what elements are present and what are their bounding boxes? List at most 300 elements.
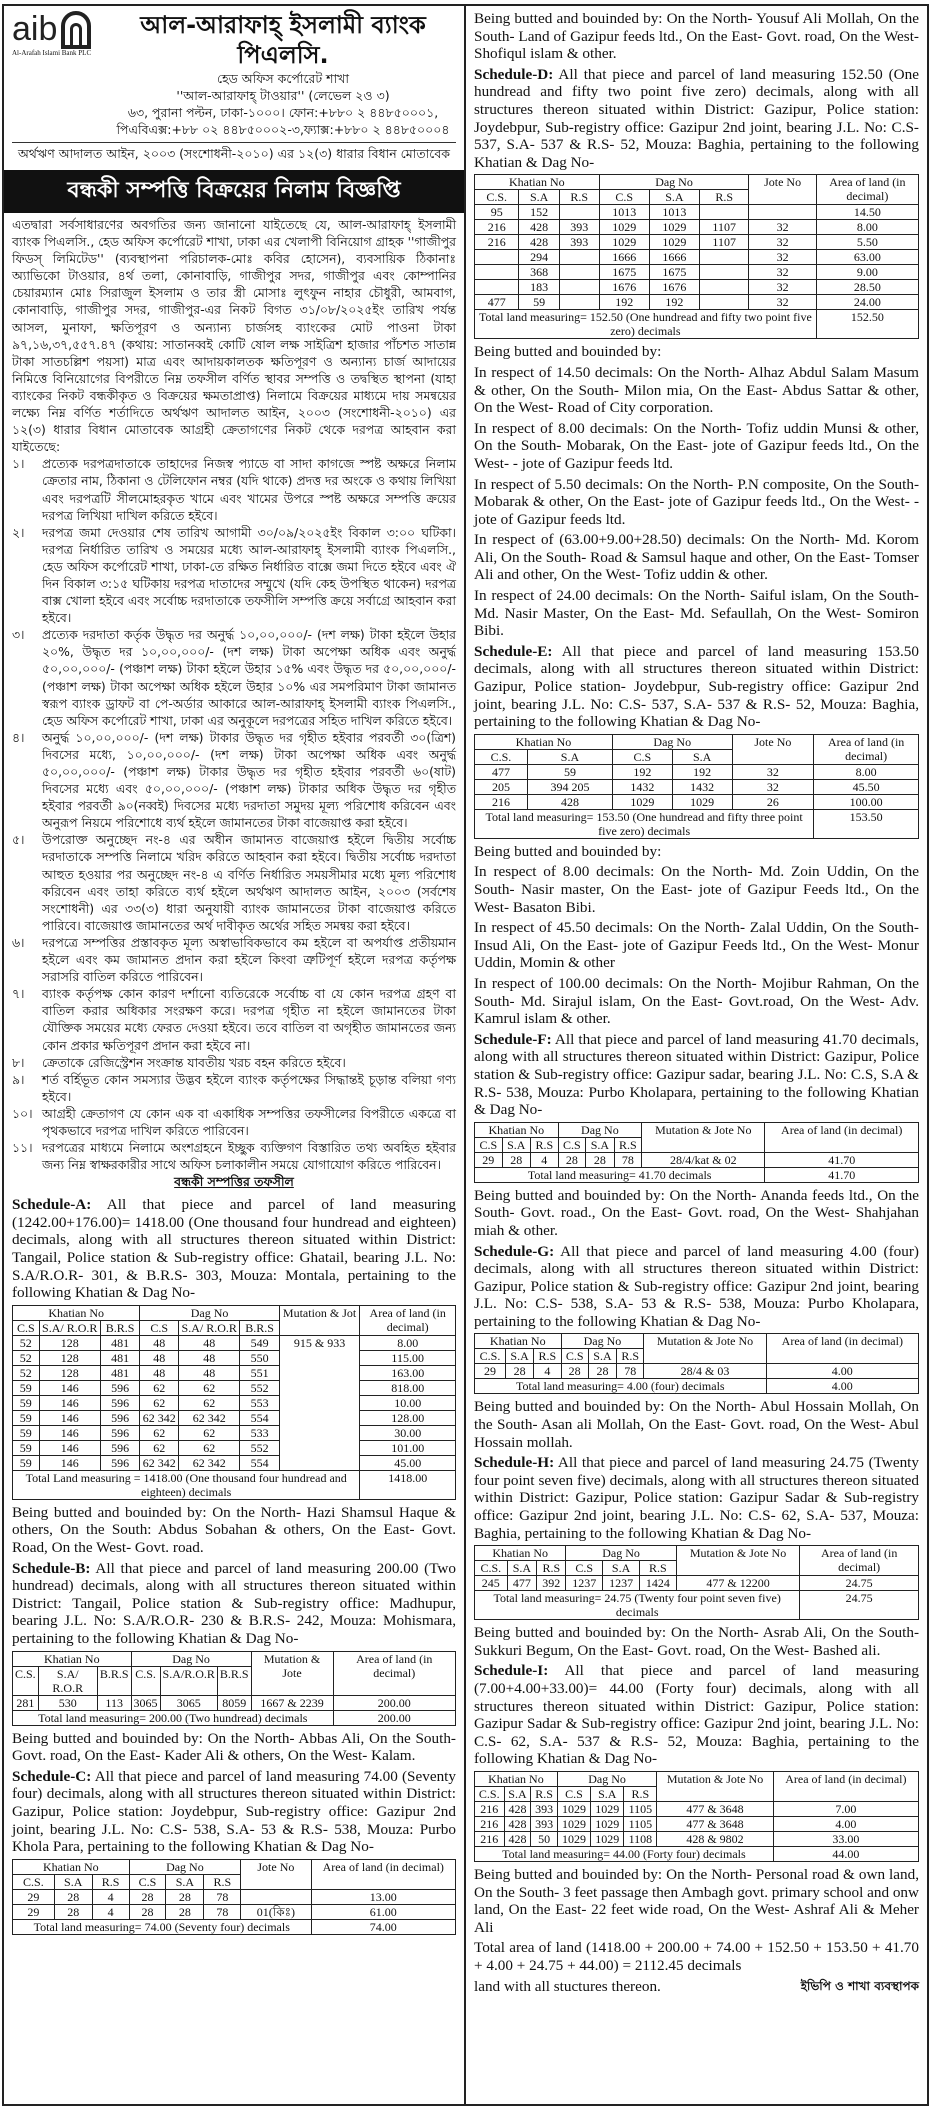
table-subheader: S.A — [603, 1561, 640, 1576]
table-subheader: S.A — [527, 749, 612, 764]
terms-list — [12, 455, 456, 1173]
table-subheader: S.A — [505, 1349, 533, 1364]
total-label: Total Land measuring = 1418.00 (One thousand four hundread and eighteen) decimals — [13, 1470, 360, 1499]
table-cell: 192 — [649, 295, 699, 310]
table-header-row — [475, 175, 919, 190]
schedule-table — [474, 1545, 919, 1620]
table-cell: 183 — [519, 280, 559, 295]
table-cell: 4 — [530, 1152, 558, 1167]
table-cell: 01(কিঃ) — [241, 1904, 311, 1919]
total-value: 200.00 — [333, 1710, 455, 1725]
table-subheader: C.S. — [475, 749, 528, 764]
term-item — [12, 985, 456, 1053]
table-header: Dag No — [558, 1122, 642, 1137]
table-row — [475, 295, 919, 310]
table-cell: 24.75 — [800, 1576, 919, 1591]
table-row — [13, 1440, 456, 1455]
table-cell: 113 — [97, 1695, 131, 1710]
schedule-description — [474, 1243, 919, 1331]
schedule-table — [12, 1859, 456, 1935]
table-header: Area of land (in decimal) — [311, 1859, 455, 1889]
table-cell: 1667 & 2239 — [251, 1695, 333, 1710]
table-cell: 95 — [475, 205, 519, 220]
table-cell: 428 — [519, 235, 559, 250]
table-cell: 26 — [732, 794, 814, 809]
table-cell: 41.70 — [765, 1152, 919, 1167]
table-cell: 9.00 — [816, 265, 918, 280]
total-value: 4.00 — [766, 1379, 918, 1394]
schedule-table — [12, 1305, 456, 1500]
total-area — [474, 1939, 919, 1974]
table-cell: 10.00 — [360, 1395, 456, 1410]
total-value: 44.00 — [773, 1846, 918, 1861]
table-header: Khatian No — [475, 1122, 559, 1137]
bank-name: আল-আরাফাহ্ ইসলামী ব্যাংক পিএলসি. — [140, 11, 426, 69]
table-header-row — [475, 1546, 919, 1561]
schedule-label: Schedule-G: — [474, 1242, 555, 1260]
schedule-description — [474, 66, 919, 172]
term-text: অনুর্দ্ধ ১০,০০,০০০/- (দশ লক্ষ) টাকার উদ্ধৃত দর গৃহীত হইবার পরবর্তী ৩০(ত্রিশ) দিবসের মধ্যে, ১০,০০,০০০/- (দশ লক্ষ) টাকা অপেক্ষা অধিক এবং অনুর্দ্ধ ৫০,০০,০০০/- (পঞ্চাশ লক্ষ) টাকার উদ্ধৃত দর গৃহীত হইবার পরবর্তী ৬০(ষাট) দিবসের মধ্যে এবং ৫০,০০,০০০/- (পঞ্চাশ লক্ষ) টাকার অধিক উদ্ধৃত দর গৃহীত হইবার পরবর্তী ৯০(নব্বই) দিবসের মধ্যে দরদাতা সমুদয় মূল্য পরিশোধ করিবেন এবং অনুরূপ নিয়মে পরিশোধে ব্যর্থ হইলে জামানতের টাকা বাজেয়াপ্ত করা হইবে। — [42, 729, 456, 831]
term-number: ৯। — [12, 1071, 25, 1087]
table-cell: 8.00 — [360, 1335, 456, 1350]
term-item — [12, 729, 456, 832]
table-subheader: C.S. — [475, 190, 519, 205]
table-subheader: R.S — [559, 190, 599, 205]
boundary-description: In respect of 8.00 decimals: On the North- Md. Zoin Uddin, On the South- Nasir master, On the East- jote of Gazipur Feeds ltd., On the West- Basaton Bibi. — [474, 863, 919, 916]
table-subheader: S.A — [507, 1561, 537, 1576]
table-cell: 1237 — [603, 1576, 640, 1591]
table-subheader: B.R.S — [240, 1320, 280, 1335]
table-cell: 62 — [179, 1395, 240, 1410]
table-row — [475, 220, 919, 235]
auction-notice — [2, 4, 929, 2106]
table-subheader: C.S — [558, 1137, 586, 1152]
table-total-row — [475, 310, 919, 339]
table-cell: 1029 — [612, 794, 672, 809]
table-cell: 59 — [13, 1395, 40, 1410]
table-header-row — [13, 1305, 456, 1320]
table-subheader: C.S — [13, 1320, 40, 1335]
table-cell: 59 — [13, 1425, 40, 1440]
boundary-description: Being butted and bouinded by: On the North- Ananda feeds ltd., On the South- Govt. road., On the East- Govt. road, On the West- Shahjahan miah & other. — [474, 1186, 919, 1239]
table-cell: 1237 — [566, 1576, 603, 1591]
table-cell: 596 — [100, 1380, 140, 1395]
table-row — [13, 1455, 456, 1470]
table-cell: 128.00 — [360, 1410, 456, 1425]
table-row — [475, 1816, 919, 1831]
schedule-text: All that piece and parcel of land measuring 4.00 (four) decimals, along with all structures thereon situated within District: Gazipur, Police station & Sub-registry office: Gazipur 2nd joint, bearing J.L. No: C.S- 538, S.A- 53 & R.S- 538, Mouza: Purbo Kholapara, pertaining to the following Khatian & Dag No- — [474, 1242, 919, 1330]
term-text: আগ্রহী ক্রেতাগণ যে কোন এক বা একাধিক সম্পত্তির তফসীলের বিপরীতে একত্রে বা পৃথকভাবে দরপত্র দাখিল করিতে পারিবেন। — [42, 1105, 456, 1138]
schedule-table — [12, 1651, 456, 1726]
table-subheader: S.A/ R.O.R — [38, 1666, 97, 1695]
table-cell: 428 — [527, 794, 612, 809]
table-row — [475, 794, 919, 809]
table-header: Dag No — [561, 1334, 644, 1349]
table-cell: 596 — [100, 1395, 140, 1410]
table-subheader: R.S — [614, 1137, 642, 1152]
table-cell: 48 — [140, 1350, 179, 1365]
table-cell: 59 — [13, 1380, 40, 1395]
table-header-row — [475, 1122, 919, 1137]
table-cell: 146 — [39, 1440, 100, 1455]
schedule-description — [12, 1196, 456, 1302]
table-cell: 394 205 — [527, 779, 612, 794]
table-cell: 163.00 — [360, 1365, 456, 1380]
table-subheader: C.S. — [475, 1786, 505, 1801]
table-cell: 216 — [475, 1831, 505, 1846]
table-cell: 101.00 — [360, 1440, 456, 1455]
term-text: ব্যাংক কর্তৃপক্ষ কোন কারণ দর্শানো ব্যতিরেকে সর্বোচ্চ বা যে কোন দরপত্র গ্রহণ বা বাতিল করার অধিকার সংরক্ষণ করে। দরপত্র গৃহীত না হইলে জামানতের টাকা যৌক্তিক সময়ের মধ্যে ফেরত দেওয়া হইবে। তবে বাতিল বা অগৃহীত জামানতের জন্য কোন প্রকার ক্ষতিপূরণ প্রদান করা হইবে না। — [42, 986, 456, 1053]
table-header: Dag No — [599, 175, 749, 190]
table-header: Mutation & Jote No — [642, 1122, 765, 1152]
table-cell: 1029 — [649, 235, 699, 250]
table-cell: 48 — [140, 1365, 179, 1380]
table-row — [475, 779, 919, 794]
table-subheader: C.S — [475, 1137, 503, 1152]
table-cell: 428 — [504, 1816, 531, 1831]
table-cell: 33.00 — [773, 1831, 918, 1846]
table-header: Area of land (in decimal) — [800, 1546, 919, 1576]
term-item — [12, 524, 456, 627]
table-cell: 553 — [240, 1395, 280, 1410]
table-cell — [475, 265, 519, 280]
total-label: Total land measuring= 44.00 (Forty four) decimals — [475, 1846, 774, 1861]
table-subheader: S.A — [502, 1137, 530, 1152]
table-cell: 29 — [475, 1152, 503, 1167]
table-cell: 1029 — [599, 235, 649, 250]
table-header: Khatian No — [475, 1334, 562, 1349]
table-header: Jote No — [749, 175, 816, 205]
boundary-description: Being butted and bouinded by: — [474, 842, 662, 860]
address: ৬৩, পুরানা পল্টন, ঢাকা-১০০০। ফোন:+৮৮০ ২ ৪৪৮৫০০০১, — [127, 105, 439, 120]
table-cell: 30.00 — [360, 1425, 456, 1440]
table-cell: 550 — [240, 1350, 280, 1365]
table-subheader: R.S — [639, 1561, 676, 1576]
table-subheader: C.S. — [13, 1874, 55, 1889]
signatory: ইভিপি ও শাখা ব্যবস্থাপক — [800, 1978, 919, 1993]
total-label: Total land measuring= 200.00 (Two hundread) decimals — [13, 1710, 334, 1725]
table-row — [475, 265, 919, 280]
schedule-label: Schedule-B: — [12, 1559, 91, 1577]
term-number: ৭। — [12, 986, 25, 1002]
bank-logo — [12, 10, 104, 57]
table-cell: 32 — [749, 265, 816, 280]
table-cell: 8059 — [217, 1695, 251, 1710]
table-header: Jote No — [732, 734, 814, 764]
table-row — [475, 235, 919, 250]
table-cell: 59 — [13, 1410, 40, 1425]
merged-cell: 915 & 933 — [279, 1335, 360, 1470]
table-cell: 1029 — [591, 1801, 624, 1816]
total-value: 24.75 — [800, 1591, 919, 1620]
table-subheader: S.A — [504, 1786, 531, 1801]
table-cell: 78 — [204, 1889, 241, 1904]
total-label: Total land measuring= 152.50 (One hundread and fifty two point five zero) decimals — [475, 310, 817, 339]
table-cell — [700, 295, 749, 310]
table-subheader: R.S — [531, 1786, 557, 1801]
schedule-description — [12, 1560, 456, 1648]
term-text: শর্ত বর্হিভূত কোন সমস্যার উদ্ভব হইলে ব্যাংক কর্তৃপক্ষের সিদ্ধান্তই চূড়ান্ত বলিয়া গণ্য হইবে। — [42, 1071, 456, 1104]
boundary-description: In respect of 100.00 decimals: On the North- Mojibur Rahman, On the South- Md. Sirajul islam, On the East- Govt.road, On the West- Adv. Kamrul islam & other. — [474, 974, 919, 1028]
table-subheader: C.S. — [131, 1666, 160, 1695]
table-cell: 28 — [129, 1904, 166, 1919]
table-row — [13, 1350, 456, 1365]
schedule-text: All that piece and parcel of land measuring 74.00 (Seventy four) decimals, along with all structures thereon situated within District: Gazipur, Police station: Joydebpur, Sub-registry office: Gazipur 2nd joint, bearing J.L. No: C.S- 538, S.A- 53 & R.S- 538, Mouza: Purbo Khola Para, pertaining to the following Khatian & Dag No- — [12, 1767, 456, 1856]
table-cell: 3065 — [131, 1695, 160, 1710]
intro-paragraph: এতদ্বারা সর্বসাধারণের অবগতির জন্য জানানো যাইতেছে যে, আল-আরাফাহ্ ইসলামী ব্যাংক পিএলসি., হেড অফিস কর্পোরেট শাখা, ঢাকা এর খেলাপী বিনিয়োগ গ্রাহক ''গাজীপুর ফিডস্ লিমিটেড'' (ব্যবস্থাপনা পরিচালক-মোঃ কবির হোসেন), ব্যবসায়িক ঠিকানাঃ অ্যাভিকো টাওয়ার, ৪র্থ তলা, কোনাবাড়ি, গাজীপুর সদর, গাজীপুর এবং কোম্পানির চেয়ারম্যান মোঃ সিরাজুল ইসলাম ও তার স্ত্রী মোসাঃ লুৎফুন নাহার চৌধুরী, আমবাগ, কোনাবাড়ি, গাজীপুর সদর, গাজীপুর-এর নিকট বিগত ৩১/০৮/২০২৫ইং তারিখ পর্যন্ত আসল, মুনাফা, ক্ষতিপূরণ ও অন্যান্য চার্জসহ ব্যাংকের মোট পাওনা টাকা ৯৭,১৬,৩৭,৫৫৭.৪৭ (কথায়: সাতানব্বই কোটি ষোল লক্ষ সাইত্রিশ হাজার পাঁচশত সাতান্ন টাকা সাতচল্লিশ পয়সা) মাত্র এবং আদায়কালতক ক্ষতিপূরণ ও অন্যান্য চার্জ আদায়ের নিমিত্তে বিনিয়োগের বিপরীতে নিম্ন তফসীল বর্ণিত স্থাবর সম্পত্তি ও তদ্বস্থিত স্থাপনা (যাহা ব্যাংকের নিকট বন্ধকীকৃত ও বিক্রয়ের ক্ষমতাপ্রাপ্ত) নিলামে বিক্রয়ের মাধ্যমে দায় সমন্বয়ের লক্ষ্যে নিম্ন বর্ণিত শর্তাদিতে অর্থঋণ আদালত আইন, ২০০৩ (সংশোধনী-২০১০) এর ১২(৩) ধারার বিধান মোতাবেক আগ্রহী ক্রেতাগণের নিকট থেকে দরপত্র আহবান করা যাইতেছে: — [12, 217, 456, 455]
table-cell: 428 & 9802 — [657, 1831, 773, 1846]
table-header: Area of land (in decimal) — [814, 734, 919, 764]
table-cell: 28 — [586, 1152, 614, 1167]
total-label: Total land measuring= 153.50 (One hundread and fifty three point five zero) decimals — [475, 809, 814, 838]
table-cell: 128 — [39, 1365, 100, 1380]
schedule-text: All that piece and parcel of land measuring 24.75 (Twenty four point seven five) decimals, along with all structures thereon situated within District: Gazipur, Police station: Gazipur Sadar & Sub-registry office: Gazipur 2nd joint, bearing J.L. No: C.S- 62, S.A- 537, Mouza: Baghia, pertaining to the following Khatian & Dag No- — [474, 1454, 919, 1542]
boundary-description: Being butted and bouinded by: On the North- Yousuf Ali Mollah, On the South- Land of Gazipur feeds ltd., On the East- Govt. road, On the West- Shofiqul islam & other. — [474, 10, 919, 63]
table-cell: 52 — [13, 1365, 40, 1380]
table-header: Khatian No — [13, 1651, 132, 1666]
table-cell: 4.00 — [773, 1816, 918, 1831]
table-cell: 1108 — [624, 1831, 657, 1846]
table-subheader: R.S — [700, 190, 749, 205]
table-row — [475, 1801, 919, 1816]
schedule-label: Schedule-C: — [12, 1767, 92, 1785]
table-header: Mutation & Jote No — [657, 1771, 773, 1801]
term-item — [12, 626, 456, 729]
table-cell: 477 & 12200 — [676, 1576, 800, 1591]
table-total-row — [13, 1470, 456, 1499]
table-cell: 1424 — [639, 1576, 676, 1591]
table-cell — [559, 295, 599, 310]
table-total-row — [475, 1591, 919, 1620]
table-header: Mutation & Jot — [279, 1305, 360, 1335]
term-number: ৪। — [12, 729, 25, 745]
schedule-label: Schedule-E: — [474, 642, 553, 660]
table-header: Khatian No — [13, 1859, 130, 1874]
table-cell — [700, 265, 749, 280]
term-number: ৩। — [12, 627, 25, 643]
table-subheader: B.R.S — [97, 1666, 131, 1695]
table-cell: 45.00 — [360, 1455, 456, 1470]
table-cell: 146 — [39, 1395, 100, 1410]
schedule-text: All that piece and parcel of land measuring 41.70 decimals, along with all structures thereon situated within District: Gazipur, Police station & Sub-registry office: Gazipur sadar, bearing J.L. No: C.S, S.A & R.S- 538, Mouza: Purbo Kholapara, pertaining to the following Khatian & Dag No- — [474, 1030, 919, 1119]
table-cell: 216 — [475, 235, 519, 250]
term-item — [12, 1105, 456, 1139]
term-number: ৮। — [12, 1054, 25, 1070]
table-cell: 52 — [13, 1350, 40, 1365]
logo-text: aib — [12, 10, 58, 48]
table-subheader: S.A — [519, 190, 559, 205]
table-cell — [700, 280, 749, 295]
table-cell: 52 — [13, 1335, 40, 1350]
schedule-text: All that piece and parcel of land measuring 200.00 (Two hundread) decimals, along with all structures thereon situated within District: Tangail, Police station & Sub-registry office: Madhupur, bearing J.L. No: S.A/R.O.R- 230 & B.R.S- 242, Mouza: Mohismara, pertaining to the following Khatian & Dag No- — [12, 1559, 456, 1647]
table-cell: 477 & 3648 — [657, 1816, 773, 1831]
table-header-row — [475, 1334, 919, 1349]
table-cell: 29 — [13, 1904, 55, 1919]
table-cell: 4 — [534, 1364, 561, 1379]
table-row — [13, 1335, 456, 1350]
table-subheader: C.S — [129, 1874, 166, 1889]
table-row — [475, 1152, 919, 1167]
table-cell: 28 — [561, 1364, 588, 1379]
table-cell: 78 — [204, 1904, 241, 1919]
term-item — [12, 1139, 456, 1173]
table-cell: 393 — [559, 220, 599, 235]
table-cell: 481 — [100, 1365, 140, 1380]
table-cell: 596 — [100, 1455, 140, 1470]
term-number: ৬। — [12, 934, 25, 950]
term-text: উপরোক্ত অনুচ্ছেদ নং-৪ এর অধীন জামানত বাজেয়াপ্ত হইলে দ্বিতীয় সর্বোচ্চ দরদাতাকে সম্পত্তি নিলামে খরিদ করিতে আহবান করা হইবে। দ্বিতীয় সর্বোচ্চ দরদাতা আহুত হওয়ার পর অনুচ্ছেদ নং-৪ এ বর্ণিত নির্ধারিত সময়সীমার মধ্যে মূল্য পরিশোধ করিবেন এবং তাহা করিতে ব্যর্থ হইলে অর্থঋণ আদালত আইন, ২০০৩ (সর্বশেষ সংশোধনী) এর ৩৩(৩) ধারা অনুযায়ী ব্যাংক জামানতের টাকা বাজেয়াপ্ত করিতে পারিবে। বাজেয়াপ্ত জামানতের অর্থ দাবীকৃত অর্থের সহিত সমন্বয় করা হইবে। — [42, 832, 456, 933]
table-cell: 48 — [179, 1350, 240, 1365]
table-cell: 1029 — [591, 1816, 624, 1831]
phone-fax: পিএবিএক্স:+৮৮ ০২ ৪৪৮৫০০০২-৩,ফ্যাক্স:+৮৮০ ২ ৪৪৮৫০০০৪ — [116, 122, 450, 137]
boundary-description: In respect of 24.00 decimals: On the North- Saiful islam, On the South- Md. Nasir Master, On the East- Md. Sefaullah, On the West- Somiron Bibi. — [474, 587, 919, 640]
table-header-row — [13, 1859, 456, 1874]
branch-name: হেড অফিস কর্পোরেট শাখা — [217, 71, 349, 86]
table-cell — [700, 205, 749, 220]
table-cell: 1029 — [672, 794, 732, 809]
arch-icon — [61, 11, 91, 49]
table-cell: 477 — [475, 295, 519, 310]
table-cell — [700, 250, 749, 265]
schedule-label: Schedule-H: — [474, 1454, 555, 1472]
table-cell: 1676 — [599, 280, 649, 295]
boundary-description: In respect of 14.50 decimals: On the North- Alhaz Abdul Salam Masum & other, On the South- Milon mia, On the East- Abdus Sattar & other, On the West- Road of City corporation. — [474, 363, 919, 417]
table-cell: 1029 — [649, 220, 699, 235]
term-number: ১১। — [12, 1140, 33, 1156]
table-cell: 62 — [179, 1440, 240, 1455]
table-cell: 216 — [475, 1816, 505, 1831]
table-cell: 552 — [240, 1380, 280, 1395]
table-cell: 245 — [475, 1576, 508, 1591]
table-cell: 216 — [475, 794, 528, 809]
table-subheader: S.A/ R.O.R — [39, 1320, 100, 1335]
total-label: Total land measuring= 41.70 decimals — [475, 1167, 765, 1182]
table-cell: 28/4 & 03 — [644, 1364, 766, 1379]
table-header: Dag No — [140, 1305, 279, 1320]
table-cell — [749, 205, 816, 220]
table-row — [13, 1365, 456, 1380]
table-total-row — [475, 1846, 919, 1861]
table-row — [475, 1576, 919, 1591]
schedule-table — [474, 174, 919, 339]
logo-subtext: Al-Arafah Islami Bank PLC — [12, 49, 92, 57]
table-cell: 1013 — [599, 205, 649, 220]
notice-header — [12, 10, 456, 138]
table-cell: 48 — [140, 1335, 179, 1350]
table-cell: 146 — [39, 1380, 100, 1395]
table-header: Area of land (in decimal) — [766, 1334, 918, 1364]
table-cell: 281 — [13, 1695, 39, 1710]
schedule-label: Schedule-A: — [12, 1196, 92, 1214]
table-cell: 216 — [475, 1801, 505, 1816]
table-cell — [559, 280, 599, 295]
term-item — [12, 1071, 456, 1105]
table-subheader: R.S — [534, 1349, 561, 1364]
table-subheader: S.A — [586, 1137, 614, 1152]
table-cell: 596 — [100, 1425, 140, 1440]
table-cell — [241, 1889, 311, 1904]
table-cell: 393 — [531, 1816, 557, 1831]
table-cell: 4.00 — [766, 1364, 918, 1379]
table-subheader: C.S — [566, 1561, 603, 1576]
table-cell: 428 — [504, 1801, 531, 1816]
table-subheader: C.S. — [13, 1666, 39, 1695]
table-cell: 62 — [140, 1395, 179, 1410]
table-header: Dag No — [566, 1546, 676, 1561]
table-cell: 62 342 — [179, 1455, 240, 1470]
table-subheader: S.A — [588, 1349, 616, 1364]
boundary-description: In respect of 5.50 decimals: On the North- P.N composite, On the South- Mobarak & other, On the East- jote of Gazipur feeds ltd., On the West- - jote of Gazipur feeds ltd. — [474, 475, 919, 528]
table-cell: 62 — [179, 1380, 240, 1395]
table-cell: 596 — [100, 1410, 140, 1425]
boundary-description: Being butted and bouinded by: On the North- Abbas Ali, On the South- Govt. road, On the East- Kader Ali & others, On the West- Kalam. — [12, 1729, 456, 1765]
table-cell: 1107 — [700, 220, 749, 235]
table-cell: 62 342 — [140, 1410, 179, 1425]
total-value: 74.00 — [311, 1919, 455, 1934]
term-number: ১। — [12, 456, 25, 472]
table-header-row — [475, 1771, 919, 1786]
table-cell: 1675 — [599, 265, 649, 280]
table-header: Jote No — [241, 1859, 311, 1889]
table-subheader: C.S — [599, 190, 649, 205]
table-cell: 192 — [672, 764, 732, 779]
table-subheader: S.A — [649, 190, 699, 205]
table-subheader: C.S — [557, 1786, 590, 1801]
table-cell: 1107 — [700, 235, 749, 250]
term-text: দরপত্রের মাধ্যমে নিলামে অংশগ্রহনে ইচ্ছুক ব্যক্তিগণ বিস্তারিত তথ্য অবহিত হইবার জন্য নিম্ন স্বাক্ষরকারীর সাথে অফিস চলাকালীন সময়ে যোগাযোগ করিতে পারিবেন। — [42, 1140, 456, 1173]
schedule-label: Schedule-D: — [474, 65, 554, 83]
table-cell: 28 — [505, 1364, 533, 1379]
table-subheader: C.S — [612, 749, 672, 764]
table-total-row — [475, 809, 919, 838]
table-cell: 477 & 3648 — [657, 1801, 773, 1816]
table-cell: 62 — [140, 1425, 179, 1440]
table-cell: 100.00 — [814, 794, 919, 809]
table-subheader: R.S — [204, 1874, 241, 1889]
table-cell: 115.00 — [360, 1350, 456, 1365]
term-text: ক্রেতাকে রেজিস্ট্রেশন সংক্রান্ত যাবতীয় খরচ বহন করিতে হইবে। — [42, 1054, 346, 1070]
table-cell: 4 — [92, 1904, 129, 1919]
total-label: Total land measuring= 4.00 (four) decimals — [475, 1379, 767, 1394]
table-cell — [475, 250, 519, 265]
table-row — [13, 1380, 456, 1395]
table-cell: 28 — [54, 1889, 92, 1904]
table-subheader: R.S — [92, 1874, 129, 1889]
schedule-label: Schedule-F: — [474, 1030, 552, 1048]
tower-name: ''আল-আরাফাহ্ টাওয়ার'' (লেভেল ২ও ৩) — [176, 88, 390, 103]
table-cell: 1432 — [672, 779, 732, 794]
table-header-row — [475, 734, 919, 749]
table-cell: 554 — [240, 1455, 280, 1470]
table-total-row — [13, 1919, 456, 1934]
table-cell: 62 — [140, 1380, 179, 1395]
term-number: ২। — [12, 524, 25, 540]
table-cell: 152 — [519, 205, 559, 220]
table-cell: 1105 — [624, 1816, 657, 1831]
boundary-description: In respect of (63.00+9.00+28.50) decimals: On the North- Md. Korom Ali, On the South- Road & Samsul haque and other, On the East- Tomser Ali and other, On the West- Tofiz uddin & other. — [474, 531, 919, 584]
schedule-table — [474, 1771, 919, 1862]
table-cell: 1676 — [649, 280, 699, 295]
term-item — [12, 831, 456, 934]
table-header: Mutation & Jote — [251, 1651, 333, 1695]
table-cell: 1105 — [624, 1801, 657, 1816]
table-header: Mutation & Jote No — [676, 1546, 800, 1576]
total-label: Total land measuring= 24.75 (Twenty four point seven five) decimals — [475, 1591, 800, 1620]
table-header: Area of land (in decimal) — [816, 175, 918, 205]
boundary-description: Being butted and bouinded by: On the North- Personal road & own land, On the South- 3 feet passage then Ambagh govt. primary school and onw land, On the East- 22 feet wide road, On the West- Ashraf Ali & Meher Ali — [474, 1865, 919, 1936]
table-cell: 128 — [39, 1350, 100, 1365]
table-cell: 552 — [240, 1440, 280, 1455]
